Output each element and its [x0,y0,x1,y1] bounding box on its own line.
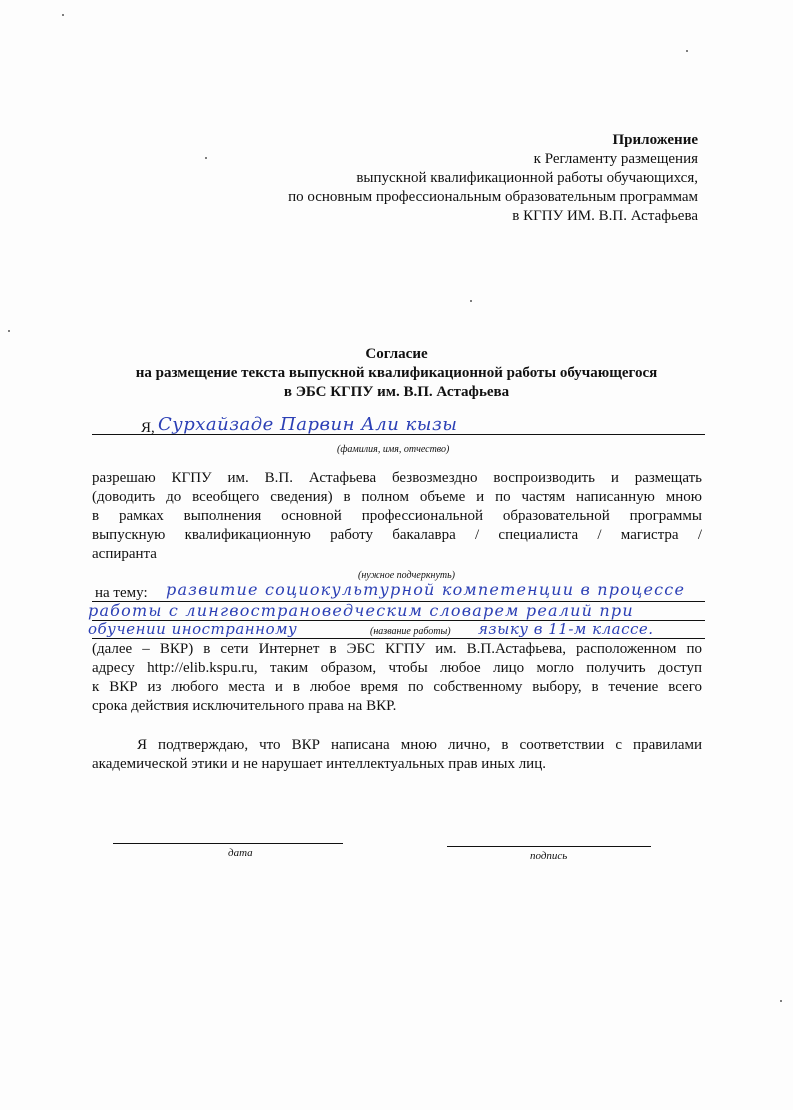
text-line: в рамках выполнения основной профессиональной образовательной программы [92,508,702,524]
scan-speck [205,157,207,159]
date-line [113,843,343,844]
topic-handwritten-line: развитие социокультурной компетенции в процессе [166,580,686,599]
appendix-line: к Регламенту размещения [533,151,698,167]
text-line: (доводить до всеобщего сведения) в полном объеме и по частям написанную мною [92,489,702,505]
text-line: академической этики и не нарушает интеллектуальных прав иных лиц. [92,756,546,772]
confirmation-paragraph [92,736,702,774]
scan-speck [780,1000,782,1002]
appendix-line: по основным профессиональным образовательным программам [288,189,698,205]
appendix-line: выпускной квалификационной работы обучающихся, [356,170,698,186]
scan-speck [62,14,64,16]
text-line: (далее – ВКР) в сети Интернет в ЭБС КГПУ им. В.П.Астафьева, расположенном по [92,641,702,657]
permission-paragraph [92,469,702,564]
topic-handwritten-line: языку в 11-м классе. [478,620,654,638]
title-line: Согласие [365,346,428,362]
signature-caption: подпись [530,850,568,862]
signature-line [447,846,651,847]
text-line: Я подтверждаю, что ВКР написана мною лично, в соответствии с правилами [137,737,702,753]
appendix-header [288,131,698,226]
appendix-line: в КГПУ ИМ. В.П. Астафьева [512,208,698,224]
title-line: в ЭБС КГПУ им. В.П. Астафьева [283,384,510,400]
title-line: на размещение текста выпускной квалификационной работы обучающегося [135,365,658,381]
topic-handwritten-line: работы с лингвострановедческим словарем реалий при [88,601,634,620]
topic-handwritten-line: обучении иностранному [88,620,298,638]
scan-speck [8,330,10,332]
text-line: аспиранта [92,546,157,562]
document-title [0,345,793,402]
name-caption: (фамилия, имя, отчество) [337,444,450,455]
topic-prefix: на тему: [95,585,148,601]
text-line: адресу http://elib.kspu.ru, таким образом, чтобы любое лицо могло получить доступ [92,660,702,676]
topic-underline [92,638,705,639]
name-handwritten-value: Сурхайзаде Парвин Али кызы [158,414,458,435]
underline-note: (нужное подчеркнуть) [358,570,455,581]
text-line: срока действия исключительного права на ВКР. [92,698,397,714]
date-caption: дата [228,847,253,859]
text-line: к ВКР из любого места и в любое время по собственному выбору, в течение всего [92,679,702,695]
text-line: выпускную квалификационную работу бакалавра / специалиста / магистра / [92,527,702,543]
scan-speck [470,300,472,302]
name-prefix: Я, [141,420,155,436]
appendix-label: Приложение [612,132,698,148]
text-line: разрешаю КГПУ им. В.П. Астафьева безвозмездно воспроизводить и размещать [92,470,702,486]
publication-paragraph [92,640,702,716]
scan-speck [686,50,688,52]
topic-caption: (название работы) [370,626,451,637]
